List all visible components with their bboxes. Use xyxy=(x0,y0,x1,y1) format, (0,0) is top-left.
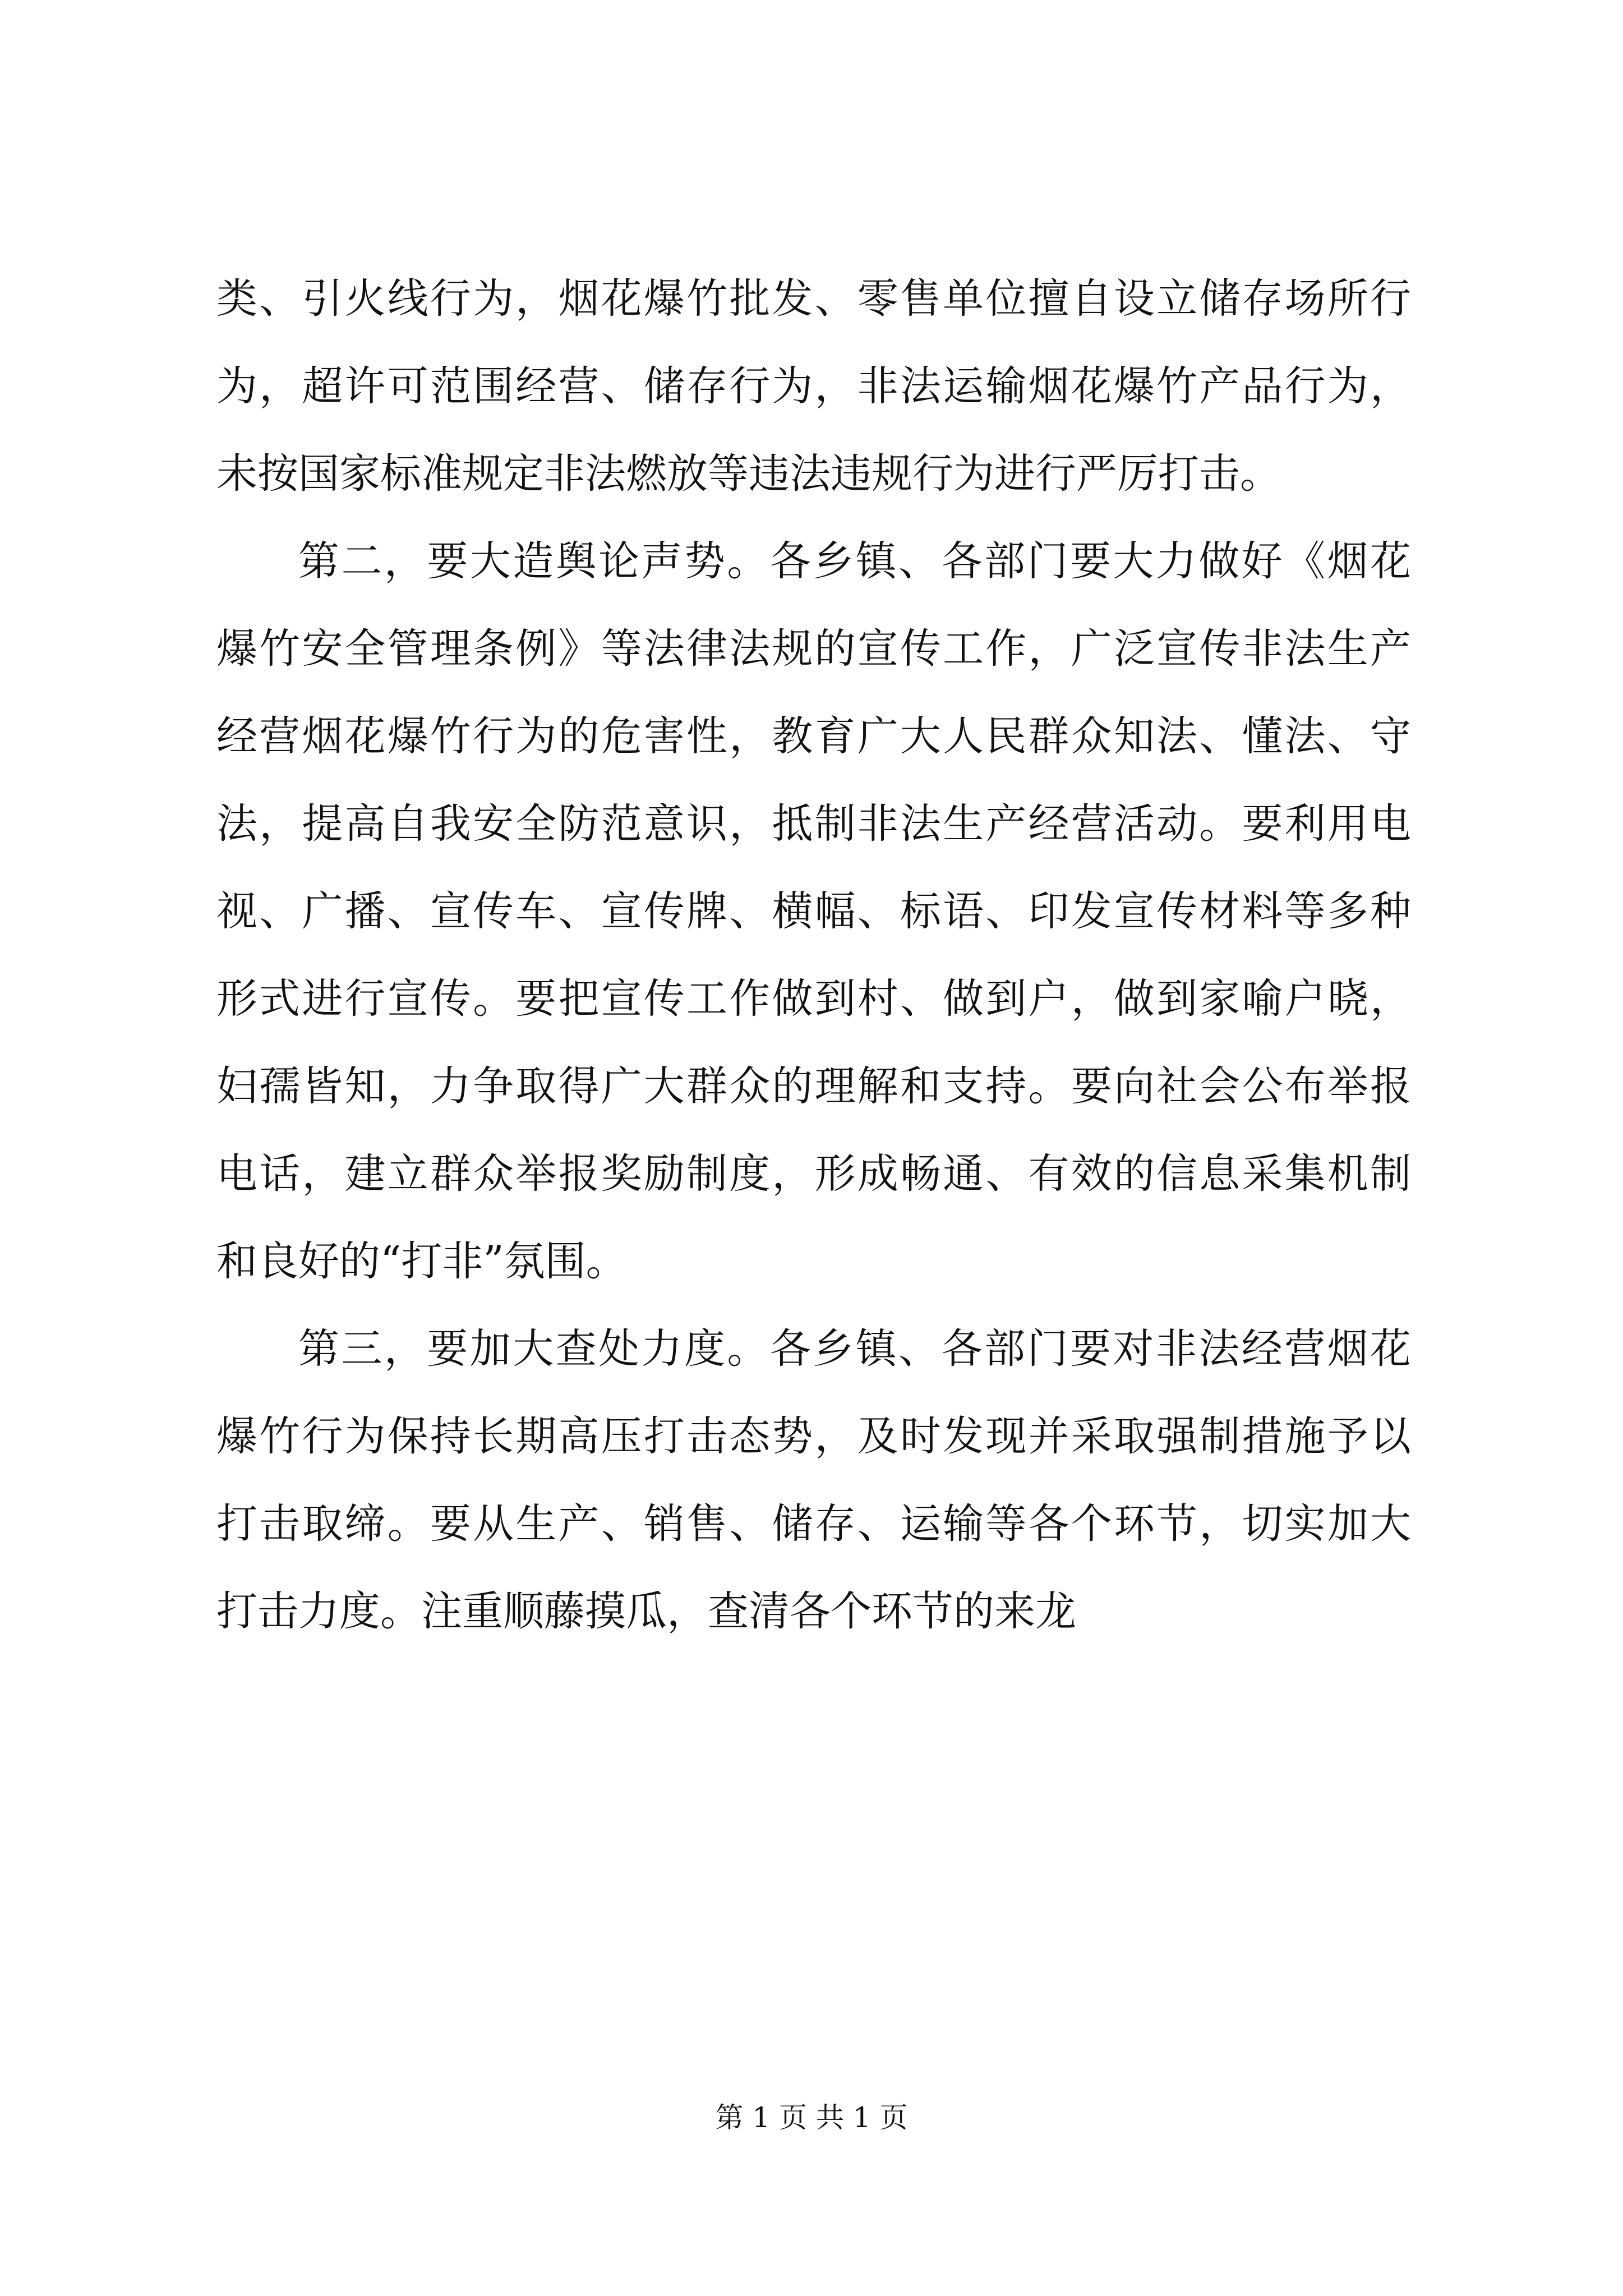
paragraph-line: 妇孺皆知，力争取得广大群众的理解和支持。要向社会公布举报 xyxy=(216,1062,1411,1110)
paragraph-line: 打击力度。注重顺藤摸瓜，查清各个环节的来龙 xyxy=(216,1588,1076,1635)
paragraph-line: 形式进行宣传。要把宣传工作做到村、做到户，做到家喻户晓， xyxy=(216,975,1411,1023)
document-body xyxy=(216,255,1411,1655)
paragraph-line: 未按国家标准规定非法燃放等违法违规行为进行严厉打击。 xyxy=(216,450,1281,498)
paragraph-line: 第二，要大造舆论声势。各乡镇、各部门要大力做好《烟花 xyxy=(298,537,1411,585)
paragraph-line: 为，超许可范围经营、储存行为，非法运输烟花爆竹产品行为， xyxy=(216,362,1411,410)
page-number-footer: 第 1 页 共 1 页 xyxy=(715,2101,908,2134)
paragraph-line: 电话，建立群众举报奖励制度，形成畅通、有效的信息采集机制 xyxy=(216,1150,1411,1198)
paragraph-line: 类、引火线行为，烟花爆竹批发、零售单位擅自设立储存场所行 xyxy=(216,275,1411,323)
paragraph-line: 经营烟花爆竹行为的危害性，教育广大人民群众知法、懂法、守 xyxy=(216,712,1411,760)
paragraph-line: 和良好的“打非”氛围。 xyxy=(216,1237,627,1285)
paragraph-line: 视、广播、宣传车、宣传牌、横幅、标语、印发宣传材料等多种 xyxy=(216,887,1411,935)
paragraph-line: 爆竹行为保持长期高压打击态势，及时发现并采取强制措施予以 xyxy=(216,1412,1411,1460)
paragraph-line: 爆竹安全管理条例》等法律法规的宣传工作，广泛宣传非法生产 xyxy=(216,625,1411,673)
paragraph-line: 打击取缔。要从生产、销售、储存、运输等各个环节，切实加大 xyxy=(216,1500,1411,1548)
paragraph-line: 第三，要加大查处力度。各乡镇、各部门要对非法经营烟花 xyxy=(298,1325,1411,1373)
paragraph-line: 法，提高自我安全防范意识，抵制非法生产经营活动。要利用电 xyxy=(216,800,1411,848)
